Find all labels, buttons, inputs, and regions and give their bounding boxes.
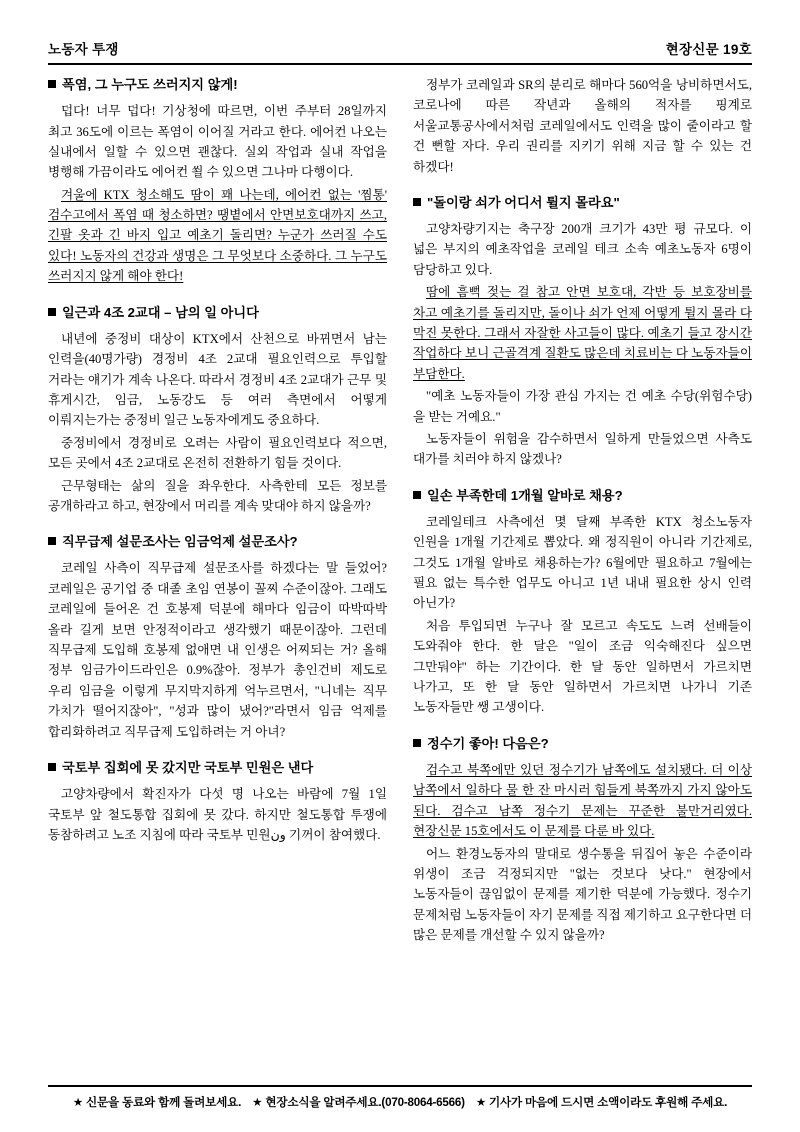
paragraph-continued: 정부가 코레일과 SR의 분리로 해마다 560억을 낭비하면서도, 코로나에 따른 작년과 올해의 적자를 핑계로 서울교통공사에서처럼 코레일에서도 인력을 많이 줄이라고 할 건 뻔할 자다. 우리 권리를 지키기 위해 지금 할 수 있는 건 하겠다! xyxy=(413,78,752,174)
heading-text: 일손 부족한데 1개월 알바로 채용? xyxy=(427,487,623,503)
paragraph: 내년에 중정비 대상이 KTX에서 산천으로 바뀌면서 남는 인력을(40명가량) 경정비 4조 2교대 필요인력으로 투입할 거라는 얘기가 계속 나온다. 따라서 경정비 4조 2교대가 근무 및 휴게시간, 임금, 노동강도 등 여러 측면에서 어떻게 이뤄지는가는 중정비 일근 노동자에게도 중요하다. xyxy=(48,331,387,428)
footer-notice-share: ★ 신문을 동료와 함께 돌려보세요. xyxy=(72,1096,242,1109)
masthead-left-title: 노동자 투쟁 xyxy=(48,42,119,57)
article-heading-ministry-petition xyxy=(48,758,387,777)
bullet-square-icon xyxy=(48,537,56,545)
heading-text: "돌이랑 쇠가 어디서 튈지 몰라요" xyxy=(427,194,620,210)
paragraph: 중정비에서 경정비로 오려는 사람이 필요인력보다 적으면, 모든 곳에서 4조 2교대로 온전히 전환하기 힘들 것이다. xyxy=(48,435,387,471)
paragraph: 고양차량기지는 축구장 200개 크기가 43만 평 규모다. 이 넓은 부지의 예초작업을 코레일 테크 소속 예초노동자 6명이 담당하고 있다. xyxy=(413,222,752,277)
paragraph: 어느 환경노동자의 말대로 생수통을 뒤집어 놓은 수준이라 위생이 조금 걱정되지만 "없는 것보다 낫다." 현장에서 노동자들이 끊임없이 문제를 제기한 덕분에 가능했다. 정수기 문제처럼 노동자들이 자기 문제를 직접 제기하고 요구한다면 더 많은 문제를 개선할 수 있지 않을까? xyxy=(413,846,752,943)
header-divider xyxy=(48,63,752,65)
article-heading-job-pay-survey xyxy=(48,532,387,551)
left-column xyxy=(48,75,387,1077)
heading-text: 정수기 좋아! 다음은? xyxy=(427,735,549,751)
paragraph: 노동자들이 위험을 감수하면서 일하게 만들었으면 사측도 대가를 치러야 하지 않겠나? xyxy=(413,432,752,467)
paragraph: 처음 투입되면 누구나 잘 모르고 속도도 느려 선배들이 도와줘야 한다. 한 달은 "일이 조금 익숙해진다 싶으면 그만둬야" 하는 기간이다. 한 달 동안 일하면서 가르치면 나가고, 또 한 달 동안 일하면서 가르치면 나가니 기존 노동자들만 쌩 고생이다. xyxy=(413,618,752,715)
article-heading-shift-system xyxy=(48,303,387,322)
paragraph: 코레일테크 사측에선 몇 달째 부족한 KTX 청소노동자 인원을 1개월 기간제로 뽑았다. 왜 정직원이 아니라 기간제로, 그것도 1개월 알바로 채용하는가? 6월에만 필요하고 7월에는 필요 없는 특수한 업무도 아니고 1년 내내 필요한 상시 인력 아닌가? xyxy=(413,514,752,611)
footer-notice-contact: ★ 현장소식을 알려주세요.(070-8064-6566) xyxy=(252,1096,465,1109)
article-heading-heatwave xyxy=(48,75,387,94)
article-heading-mowing-danger xyxy=(413,193,752,212)
paragraph-underlined: 땀에 흠뻑 젖는 걸 참고 안면 보호대, 각반 등 보호장비를 차고 예초기를 돌리지만, 돌이나 쇠가 언제 어떻게 튈지 몰라 다 막진 못한다. 그래서 자잘한 사고들이 많다. 예초기 들고 장시간 작업하다 보니 근골격계 질환도 많은데 치료비는 다 노동자들이 부담한다. xyxy=(413,285,752,381)
paragraph: 고양차량에서 확진자가 다섯 명 나오는 바람에 7월 1일 국토부 앞 철도통합 집회에 못 갔다. 하지만 철도통합 투쟁에 동참하려고 노조 지침에 따라 국토부 민원ون 기꺼이 참여했다. xyxy=(48,787,387,842)
article-heading-water-purifier xyxy=(413,734,752,753)
masthead-issue-number: 현장신문 19호 xyxy=(665,42,752,57)
footer-separator xyxy=(465,1096,476,1109)
paragraph-underlined: 겨울에 KTX 청소해도 땀이 꽤 나는데, 에어컨 없는 '찜통' 검수고에서 폭염 때 청소하면? 땡볕에서 안면보호대까지 쓰고, 긴팔 옷과 긴 바지 입고 예초기 돌리면? 누군가 쓰러질 수도 있다! 노동자의 건강과 생명은 그 무엇보다 소중하다. 그 누구도 쓰러지지 않게 해야 한다! xyxy=(48,187,387,284)
footer-notice-donate: ★ 기사가 마음에 드시면 소액이라도 후원해 주세요. xyxy=(475,1096,728,1109)
article-heading-one-month-hiring xyxy=(413,486,752,505)
heading-text: 직무급제 설문조사는 임금억제 설문조사? xyxy=(62,534,298,550)
footer-notices xyxy=(48,1087,752,1110)
bullet-square-icon xyxy=(48,763,56,771)
paragraph-underlined: 검수고 북쪽에만 있던 정수기가 남쪽에도 설치됐다. 더 이상 남쪽에서 일하다 물 한 잔 마시러 힘들게 북쪽까지 가지 않아도 된다. 검수고 남쪽 정수기 문제는 꾸준한 불만거리였다. 현장신문 15호에서도 이 문제를 다룬 바 있다. xyxy=(413,762,752,839)
paragraph: 덥다! 너무 덥다! 기상청에 따르면, 이번 주부터 28일까지 최고 36도에 이르는 폭염이 이어질 거라고 한다. 에어컨 나오는 실내에서 일할 수 있으면 괜찮다. 실외 작업과 실내 작업을 병행해 가끔이라도 에어컨 쐴 수 있으면 그나마 다행이다. xyxy=(48,104,387,180)
heading-text: 국토부 집회에 못 갔지만 국토부 민원은 낸다 xyxy=(62,759,314,775)
bullet-square-icon xyxy=(413,739,421,747)
heading-text: 폭염, 그 누구도 쓰러지지 않게! xyxy=(62,77,238,92)
bullet-square-icon xyxy=(413,491,421,499)
masthead xyxy=(48,38,752,63)
bullet-square-icon xyxy=(48,80,56,88)
article-columns xyxy=(48,75,752,1077)
paragraph: 코레일 사측이 직무급제 설문조사를 하겠다는 말 들었어? 코레일은 공기업 중 대졸 초임 연봉이 꼴찌 수준이잖아. 그래도 코레일에 들어온 건 호봉제 덕분에 해마다 임금이 따박따박 올라 길게 보면 안정적이라고 생각했기 때문이잖아. 그런데 직무급제 도입해 호봉제 없애면 내 인생은 어찌되는 거? 올해 정부 임금가이드라인은 0.9%잖아. 정부가 총인건비 제도로 우리 임금을 이렇게 무지막지하게 억누르면서, "니네는 직무 가치가 떨어지잖아", "성과 많이 냈어?"라면서 임금 억제를 합리화하려고 직무급제 도입하려는 거 아녀? xyxy=(48,561,387,739)
footer-separator xyxy=(241,1096,252,1109)
paragraph-quote: "예초 노동자들이 가장 관심 가지는 건 예초 수당(위험수당)을 받는 거예요." xyxy=(413,389,752,424)
bullet-square-icon xyxy=(48,308,56,316)
heading-text: 일근과 4조 2교대 – 남의 일 아니다 xyxy=(62,304,259,320)
bullet-square-icon xyxy=(413,198,421,206)
right-column xyxy=(413,75,752,1077)
paragraph: 근무형태는 삶의 질을 좌우한다. 사측한테 모든 정보를 공개하라고 하고, 현장에서 머리를 계속 맞대야 하지 않을까? xyxy=(48,478,387,513)
